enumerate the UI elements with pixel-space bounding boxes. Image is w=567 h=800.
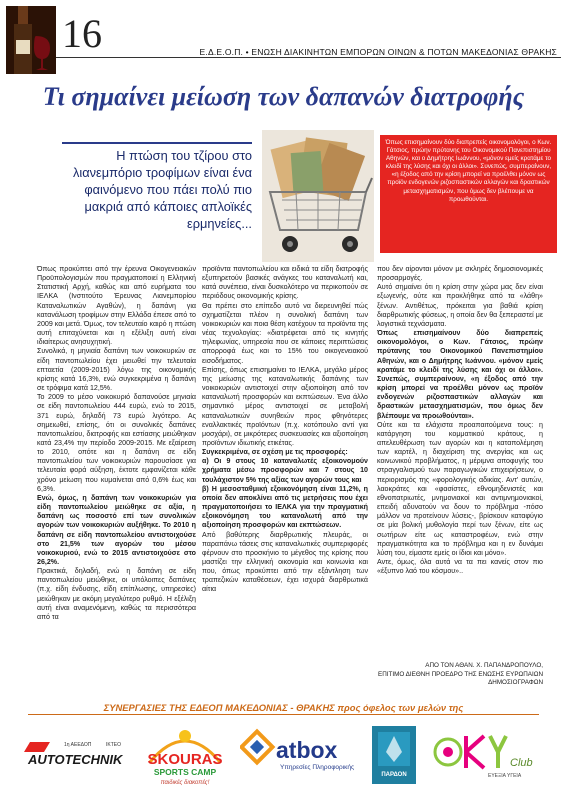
- autotechnik-logo: [24, 722, 126, 788]
- author-name: ΑΠΟ ΤΟΝ ΑΘΑΝ. Χ. ΠΑΠΑΝΔΡΟΠΟΥΛΟ,: [425, 662, 543, 669]
- article-column-1: [37, 265, 196, 622]
- highlight-quote-box: Όπως επισημαίνουν δύο διαπρεπείς οικονομολόγοι, ο Κων. Γάτσιος, πρώην πρύτανης του Οικονομικού Πανεπιστημίου Αθηνών, και ο Δημήτρης Ιωάννου, «μόνον εμείς κρατάμε το κλειδί της λύσης και όχι οι άλλοι». Συνεπώς, συμπεραίνουν, «η έξοδος από την κρίση μπορεί να προέλθει μόνον ως προϊόν ενδογενών ριζοσπαστικών αλλαγών και δραστικών μετασχηματισμών, που όμως δεν βλέπουμε να προωθούνται.: [380, 135, 557, 253]
- paragraph: Συνολικά, η μηνιαία δαπάνη των νοικοκυριών σε είδη παντοπωλείου έχει μειωθεί την τελευταία επταετία (2009-2015) λόγω της οικονομικής κρίσης κατά 16,3%, ενώ συγκεκριμένα η δαπάνη σε τρόφιμα κατά 12,5%.: [37, 347, 196, 393]
- paragraph: Ενώ, όμως, η δαπάνη των νοικοκυριών για είδη παντοπωλείου μειώθηκε σε αξία, η δαπάνη ως ποσοστό επί των συνολικών αγορών των νοικοκυριών αυξήθηκε. Το 2010 η δαπάνη σε είδη παντοπωλείου αντιστοιχούσε στο 21,5% των αγορών του μέσου νοικοκυριού, ενώ το 2015 αντιστοιχούσε στο 26,2%.: [37, 493, 196, 566]
- autotechnik-name: AUTOTECHNIK: [28, 752, 123, 767]
- paragraph: που δεν αίρονται μόνον με σκληρές δημοσιονομικές προσαρμογές.: [377, 265, 543, 283]
- paragraph: Επίσης, όπως επισημαίνει το ΙΕΛΚΑ, μεγάλο μέρος της μείωσης της καταναλωτικής δαπάνης των νοικοκυριών αντιστοιχεί στην αξιοποίηση από τον καταναλωτή προσφορών και εκπτώσεων. Ένα άλλο σημαντικό μέρος αντιστοιχεί σε μεταβολή καταναλωτικών συνηθειών προς φθηνότερες εναλλακτικές προϊόντων (π.χ. κοτόπουλο αντί για μοσχάρι), σε μικρότερες συσκευασίες και αξιοποίηση προϊόντων ιδιωτικής ετικέτας.: [202, 365, 368, 447]
- pardon-logo: [372, 722, 416, 788]
- page-number: 16: [62, 11, 102, 56]
- atbox-logo: [240, 722, 362, 788]
- paragraph: Αυτό σημαίνει ότι η κρίση στην χώρα μας δεν είναι εξωγενής, ούτε και προκλήθηκε από τα «λάθη» ξένων. Αντιθέτως, πρόκειται για βαθιά κρίση διαρθρωτικής φύσεως, η οποία δεν θα ξεπεραστεί με λογιστικά τεχνάσματα.: [377, 283, 543, 328]
- masthead: Ε.Δ.Ε.Ο.Π. • ΕΝΩΣΗ ΔΙΑΚΙΝΗΤΩΝ ΕΜΠΟΡΩΝ ΟΙΝΩΝ & ΠΟΤΩΝ ΜΑΚΕΔΟΝΙΑΣ ΘΡΑΚΗΣ: [199, 47, 557, 57]
- skouras-tagline: παιδικές διακοπές!: [160, 780, 210, 786]
- paragraph: Θα πρέπει στο επίπεδο αυτό να διερευνηθεί πώς σχηματίζεται πλέον η συνολική δαπάνη των νοικοκυριών και ποια θέση κατέχουν τα προϊόντα της νέας τεχνολογίας: «διατρέφεται από τις κινητής τηλεφωνίας, υπηρεσία που σε κάποιες περιπτώσεις απορροφά έως και το 15% του οικογενειακού εισοδήματος.: [202, 301, 368, 365]
- paragraph: β) Η μεσοσταθμική εξοικονόμηση είναι 11,2%, η οποία δεν αποκλίνει από τις μετρήσεις που έχει πραγματοποιήσει το ΙΕΛΚΑ για την πραγματική εξοικονόμηση του καταναλωτή από την αξιοποίηση προσφορών και εκπτώσεων.: [202, 484, 368, 530]
- paragraph: Όπως επισημαίνουν δύο διαπρεπείς οικονομολόγοι, ο Κων. Γάτσιος, πρώην πρύτανης του Οικονομικού Πανεπιστημίου Αθηνών, και ο Δημήτρης Ιωάννου. «μόνον εμείς κρατάμε το κλειδί της λύσης και όχι οι άλλοι». Συνεπώς, συμπεραίνουν, «η έξοδος από την κρίση μπορεί να προέλθει μόνον ως προϊόν ενδογενών ριζοσπαστικών αλλαγών και δραστικών μετασχηματισμών, που όμως δεν βλέπουμε να προωθούνται».: [377, 329, 543, 420]
- partners-rule: [28, 714, 539, 715]
- paragraph: Το 2009 το μέσο νοικοκυριό δαπανούσε μηνιαία σε είδη παντοπωλείου 444 ευρώ, ενώ το 2015, 371 ευρώ, δηλαδή 73 ευρώ λιγότερο. Ας σημειωθεί, επίσης, ότι οι συνολικές δαπάνες παντοπωλείου, διατροφής και εστίασης μειώθηκαν κατά 23,4% την περίοδο 2009-2015. Με εξαίρεση το 2010, οπότε και η δαπάνη σε είδη παντοπωλείου των νοικοκυριών παρουσίασε για τελευταία φορά αύξηση, έκτοτε εμφανίζεται κάθε χρόνο μείωση που κυμαίνεται από 0,6% έως και 6,3%.: [37, 393, 196, 493]
- partners-title: ΣΥΝΕΡΓΑΣΙΕΣ ΤΗΣ ΕΔΕΟΠ ΜΑΚΕΔΟΝΙΑΣ - ΘΡΑΚΗΣ προς όφελος των μελών της: [103, 702, 464, 713]
- paragraph: Ούτε και τα ελάχιστα προαπαιτούμενα τους: η κατάργηση του κομματικού κράτους, η απελευθέρωση των αγορών και η καταπολέμηση των καρτέλ, η διαχείριση της ανεργίας και ως κοινωνικού προβλήματος, η μέριμνα αποφυγής του στραγγαλισμού των παραγωγικών επιχειρήσεων, ο περιορισμός της «φορολογικής αδικίας. Αντ' αυτών, λαοκράτες και «φασίστες, εθνομηδενιστές και εθνοπατριωτές, μνημονιακοί και αντιμνημονιακοί, επειδή αδυνατούν να δουν το πρόβλημα -πόσο μάλλον να προτείνουν λύσεις-, βρίσκουν καταφύγιο σε μία βολική μυθολογία περί των ξένων, είτε ως σωτήρων είτε ως καταστροφέων, ενώ στην πραγματικότητα και το πρόβλημα και η εν δυνάμει λύση του, είμαστε εμείς οι ίδιοι και μόνο».: [377, 420, 543, 557]
- autotechnik-small-text: 1η ΑΕΕΔΟΠ: [64, 742, 92, 748]
- shopping-cart-image: [262, 130, 374, 262]
- subtitle-rule: [62, 142, 252, 144]
- paragraph: προϊόντα παντοπωλείου και ειδικά τα είδη διατροφής εξυπηρετούν βασικές ανάγκες του καταναλωτή και, κατά συνέπεια, είναι δυσκολότερο να περικοπούν σε περιόδους οικονομικής κρίσης.: [202, 265, 368, 301]
- paragraph: Αντε, όμως, όλα αυτά να τα πει κανείς στον πιο «έξυπνο λαό του κόσμου»..: [377, 558, 543, 576]
- author-title: ΕΠΙΤΙΜΟ ΔΙΕΘΝΗ ΠΡΟΕΔΡΟ ΤΗΣ ΕΝΩΣΗΣ ΕΥΡΩΠΑΙΩΝ ΔΗΜΟΣΙΟΓΡΑΦΩΝ: [378, 670, 543, 686]
- atbox-tagline: Υπηρεσίες Πληροφορικής: [280, 764, 355, 771]
- paragraph: Από βαθύτερης διαρθρωτικής πλευράς, οι παραπάνω τάσεις στις καταναλωτικές συμπεριφορές φέρνουν στο προσκήνιο το μέγεθος της κρίσης που μαστίζει την ελληνική οικονομία και κοινωνία και που, όπως προκύπτει από την εξάντληση των τραπεζικών καταθέσεων, έχει ισχυρά διαρθρωτικά αίτια: [202, 530, 368, 594]
- skouras-logo: [140, 722, 230, 788]
- author-signature: [377, 662, 543, 688]
- article-column-3: [377, 265, 543, 576]
- article-title: Τι σημαίνει μείωση των δαπανών διατροφής: [42, 82, 525, 111]
- paragraph: Συγκεκριμένα, σε σχέση με τις προσφορές:: [202, 448, 348, 457]
- wine-bottle-image: [6, 6, 56, 74]
- paragraph: Όπως προκύπτει από την έρευνα Οικογενειακών Προϋπολογισμών που πραγματοποιεί η Ελληνική Στατιστική Αρχή, καθώς και από ευρήματα του ΙΕΛΚΑ (Ινστιτούτο Έρευνας Λιανεμπορίου Καταναλωτικών Αγαθών), η δαπάνη για κατανάλωση τροφίμων στην Ελλάδα έπεσε από το 2009 και μετά. Όμως, τον τελευταίο καιρό η πτώση αυτή επιταχύνεται και η εξέλιξη αυτή είναι ιδιαίτερως ανησυχητική.: [37, 265, 196, 347]
- key-club-name: Club: [510, 757, 533, 769]
- pardon-name: ΠΑΡΔΟΝ: [381, 772, 407, 778]
- key-club-tagline: ΕΥΕΞΙΑ ΥΓΕΙΑ: [488, 773, 522, 779]
- key-club-logo: [426, 722, 544, 788]
- atbox-name: atbox: [276, 737, 338, 763]
- header-rule: [56, 57, 561, 58]
- skouras-name: SKOURAS: [147, 751, 223, 768]
- autotechnik-tag: ΙΚΤΕΟ: [106, 742, 122, 748]
- paragraph: Πρακτικά, δηλαδή, ενώ η δαπάνη σε είδη παντοπωλείου μειώθηκε, οι υπόλοιπες δαπάνες (π.χ. είδη ένδυσης, είδη επίπλωσης, υπηρεσίες) μειώθηκαν με ακόμη μεγαλύτερο ρυθμό. Η εξέλιξη αυτή είναι αναμενόμενη, καθώς τα περισσότερα από τα: [37, 567, 196, 621]
- article-subtitle: Η πτώση του τζίρου στο λιανεμπόριο τροφίμων είναι ένα φαινόμενο που πάει πολύ πιο μακριά από κάποιες απλοϊκές ερμηνείες...: [72, 148, 252, 231]
- skouras-subtitle: SPORTS CAMP: [153, 767, 217, 777]
- article-column-2: [202, 265, 368, 595]
- page-header: [0, 0, 567, 70]
- paragraph: α) Οι 9 στους 10 καταναλωτές εξοικονομούν χρήματα μέσω προσφορών και 7 στους 10 τουλάχιστον 5% της αξίας των αγορών τους και: [202, 457, 368, 484]
